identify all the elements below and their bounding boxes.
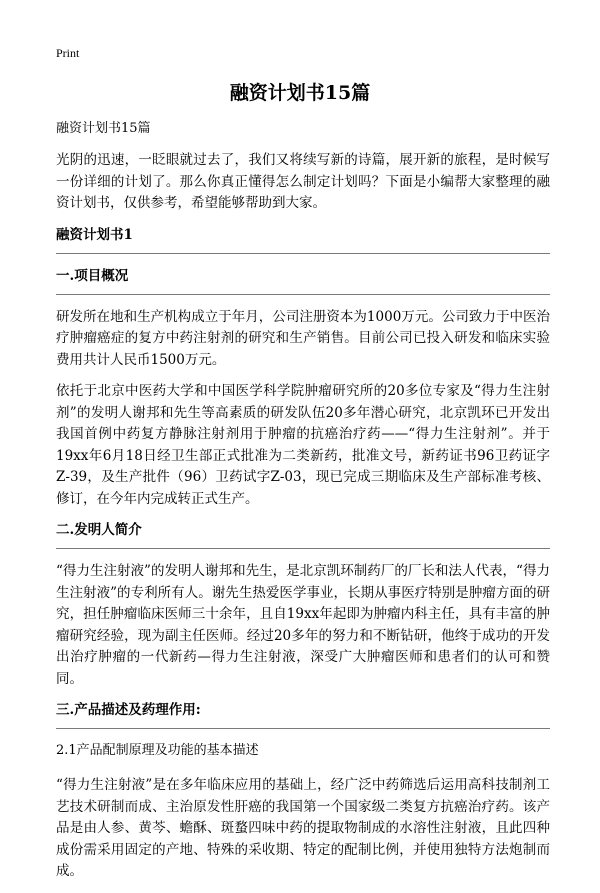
divider [56, 253, 550, 254]
document-subtitle: 融资计划书15篇 [56, 121, 151, 136]
divider [56, 548, 550, 549]
page-title: 融资计划书15篇 [229, 82, 371, 104]
paragraph: “得力生注射液”的发明人谢邦和先生，是北京凯环制药厂的厂长和法人代表，“得力生注射液”的专利所有人。谢先生热爱医学事业，长期从事医疗特别是肿瘤方面的研究，担任肿瘤临床医师三十余年，且自19xx年起即为肿瘤内科主任，具有丰富的肿瘤研究经验，现为副主任医师。经过20多年的努力和不断钻研，他终于成功的开发出治疗肿瘤的一代新药—得力生注射液，深受广大肿瘤医师和患者们的认可和赞同。 [56, 563, 550, 687]
section-heading-inventor: 二.发明人简介 [56, 522, 142, 538]
section-title: 融资计划书1 [56, 226, 133, 243]
intro-paragraph: 光阴的迅速，一眨眼就过去了，我们又将续写新的诗篇，展开新的旅程，是时候写一份详细的计划了。那么你真正懂得怎么制定计划吗？下面是小编帮大家整理的融资计划书，仅供参考，希望能够帮助到大家。 [56, 152, 550, 211]
paragraph: “得力生注射液”是在多年临床应用的基础上，经广泛中药筛选后运用高科技制剂工艺技术研制而成、主治原发性肝癌的我国第一个国家级二类复方抗癌治疗药。该产品是由人参、黄芩、蟾酥、斑蝥四味中药的提取物制成的水溶性注射液，且此四种成份需采用固定的产地、特殊的采收期、特定的配制比例，并使用独特方法炮制而成。 [56, 777, 550, 879]
paragraph: 研发所在地和生产机构成立于年月，公司注册资本为1000万元。公司致力于中医治疗肿瘤癌症的复方中药注射剂的研究和生产销售。目前公司已投入研发和临床实验费用共计人民币1500万元。 [56, 308, 550, 368]
divider [56, 728, 550, 729]
section-heading-product: 三.产品描述及药理作用: [56, 702, 201, 718]
print-link[interactable]: Print [56, 46, 80, 60]
document-body [56, 120, 550, 893]
section-heading-overview: 一.项目概况 [56, 267, 129, 284]
divider [56, 294, 550, 295]
paragraph: 依托于北京中医药大学和中国医学科学院肿瘤研究所的20多位专家及“得力生注射剂”的发明人谢邦和先生等高素质的研发队伍20多年潜心研究，北京凯环已开发出我国首例中药复方静脉注射剂用于肿瘤的抗癌治疗药——“得力生注射剂”。并于19xx年6月18日经卫生部正式批准为二类新药，批准文号，新药证书96卫药证字Z-39，及生产批件（96）卫药试字Z-03，现已完成三期临床及生产部标准考核、修订，在今年内完成转正式生产。 [56, 383, 550, 507]
sub-heading: 2.1产品配制原理及功能的基本描述 [56, 743, 259, 758]
